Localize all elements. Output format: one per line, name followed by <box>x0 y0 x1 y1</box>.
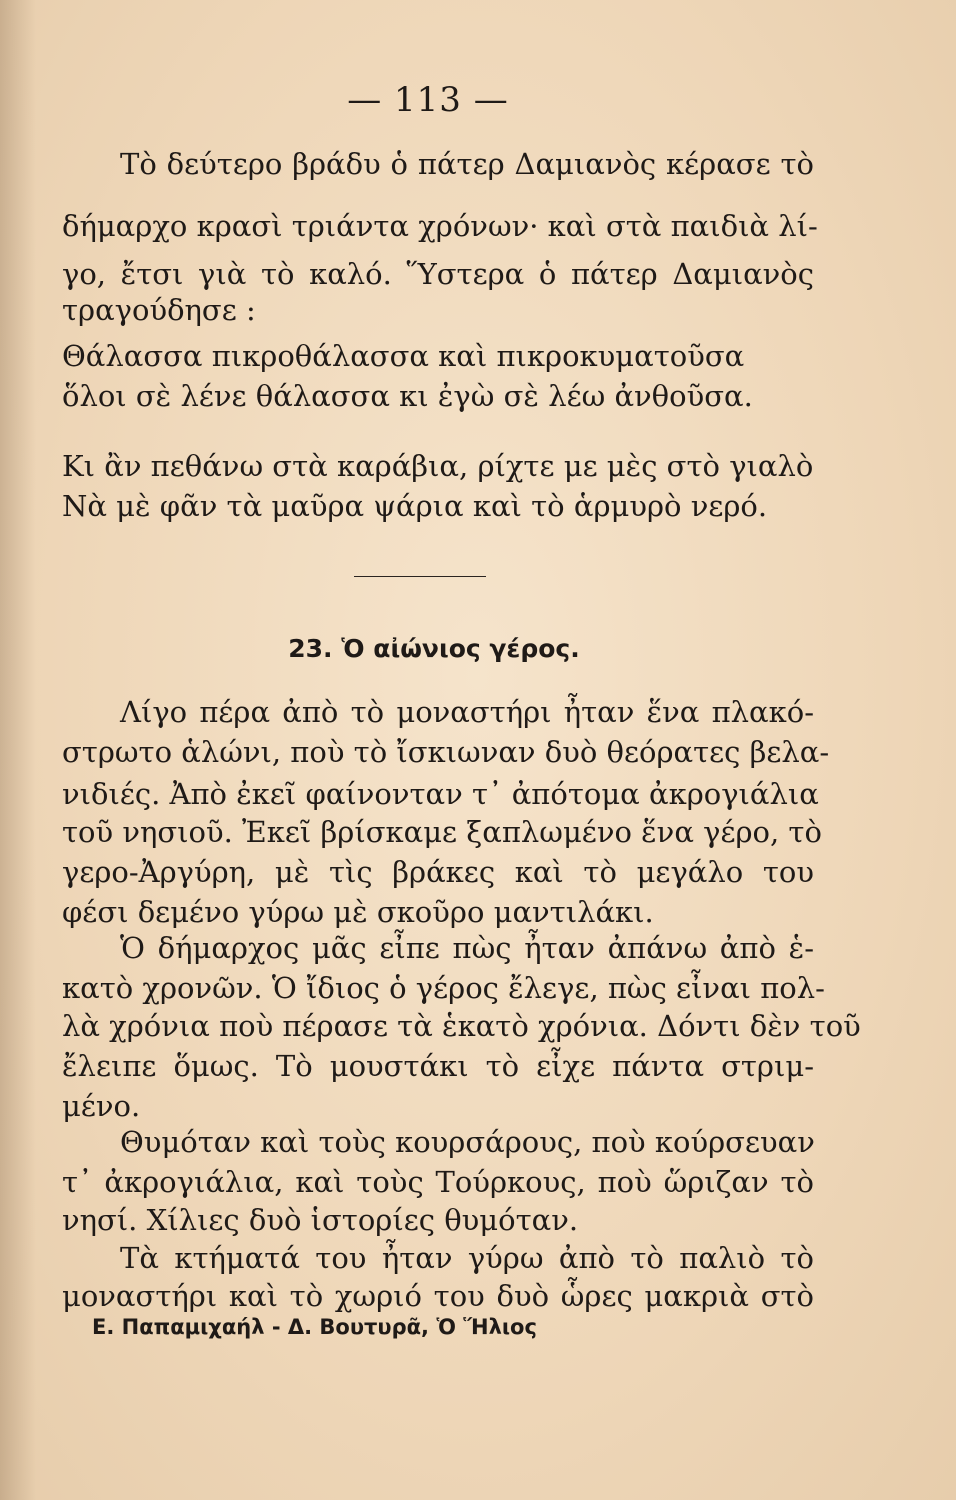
text-line: Τὸ δεύτερο βράδυ ὁ πάτερ Δαμιανὸς κέρασε τὸ <box>120 147 814 181</box>
verse-line: Νὰ μὲ φᾶν τὰ μαῦρα ψάρια καὶ τὸ ἁρμυρὸ νερό. <box>62 489 768 523</box>
text-line: Λίγο πέρα ἀπὸ τὸ μοναστήρι ἦταν ἕνα πλακό- <box>120 695 814 729</box>
verse-line: ὅλοι σὲ λένε θάλασσα κι ἐγὼ σὲ λέω ἀνθοῦσα. <box>62 379 753 413</box>
text-line: μοναστήρι καὶ τὸ χωριό του δυὸ ὧρες μακριὰ στὸ <box>62 1279 814 1313</box>
text-line: νιδιές. Ἀπὸ ἐκεῖ φαίνονταν τ᾽ ἀπότομα ἀκρογιάλια <box>62 777 819 811</box>
text-line: δήμαρχο κρασὶ τριάντα χρόνων· καὶ στὰ παιδιὰ λί- <box>62 209 818 243</box>
text-line: τ᾽ ἀκρογιάλια, καὶ τοὺς Τούρκους, ποὺ ὥριζαν τὸ <box>62 1165 814 1199</box>
text-line: ἔλειπε ὅμως. Τὸ μουστάκι τὸ εἶχε πάντα στριμ- <box>62 1049 814 1083</box>
text-line: Τὰ κτήματά του ἦταν γύρω ἀπὸ τὸ παλιὸ τὸ <box>120 1241 814 1275</box>
binding-shadow <box>0 0 36 1500</box>
footer-signature: Ε. Παπαμιχαήλ - Δ. Βουτυρᾶ, Ὁ Ἥλιος <box>92 1315 537 1339</box>
text-line: γερο-Ἀργύρη, μὲ τὶς βράκες καὶ τὸ μεγάλο του <box>62 855 814 889</box>
section-heading: 23. Ὁ αἰώνιος γέρος. <box>288 634 580 663</box>
text-line: γο, ἔτσι γιὰ τὸ καλό. Ὕστερα ὁ πάτερ Δαμιανὸς <box>62 257 814 291</box>
text-line: λὰ χρόνια ποὺ πέρασε τὰ ἑκατὸ χρόνια. Δόντι δὲν τοῦ <box>62 1009 861 1043</box>
text-line: κατὸ χρονῶν. Ὁ ἴδιος ὁ γέρος ἔλεγε, πὼς εἶναι πολ- <box>62 971 825 1005</box>
text-line: τοῦ νησιοῦ. Ἐκεῖ βρίσκαμε ξαπλωμένο ἕνα γέρο, τὸ <box>62 815 822 849</box>
text-line: τραγούδησε : <box>62 293 256 327</box>
text-line: μένο. <box>62 1089 141 1123</box>
text-line: νησί. Χίλιες δυὸ ἱστορίες θυμόταν. <box>62 1203 579 1237</box>
section-divider <box>354 576 486 577</box>
text-line: φέσι δεμένο γύρω μὲ σκοῦρο μαντιλάκι. <box>62 895 654 929</box>
verse-line: Θάλασσα πικροθάλασσα καὶ πικροκυματοῦσα <box>62 339 745 373</box>
verse-line: Κι ἂν πεθάνω στὰ καράβια, ρίχτε με μὲς στὸ γιαλὸ <box>62 449 814 483</box>
text-line: Θυμόταν καὶ τοὺς κουρσάρους, ποὺ κούρσευαν <box>120 1125 815 1159</box>
text-line: Ὁ δήμαρχος μᾶς εἶπε πὼς ἦταν ἀπάνω ἀπὸ ἑ- <box>120 931 814 965</box>
page-number: — 113 — <box>347 80 509 120</box>
text-line: στρωτο ἁλώνι, ποὺ τὸ ἴσκιωναν δυὸ θεόρατες βελα- <box>62 735 830 769</box>
